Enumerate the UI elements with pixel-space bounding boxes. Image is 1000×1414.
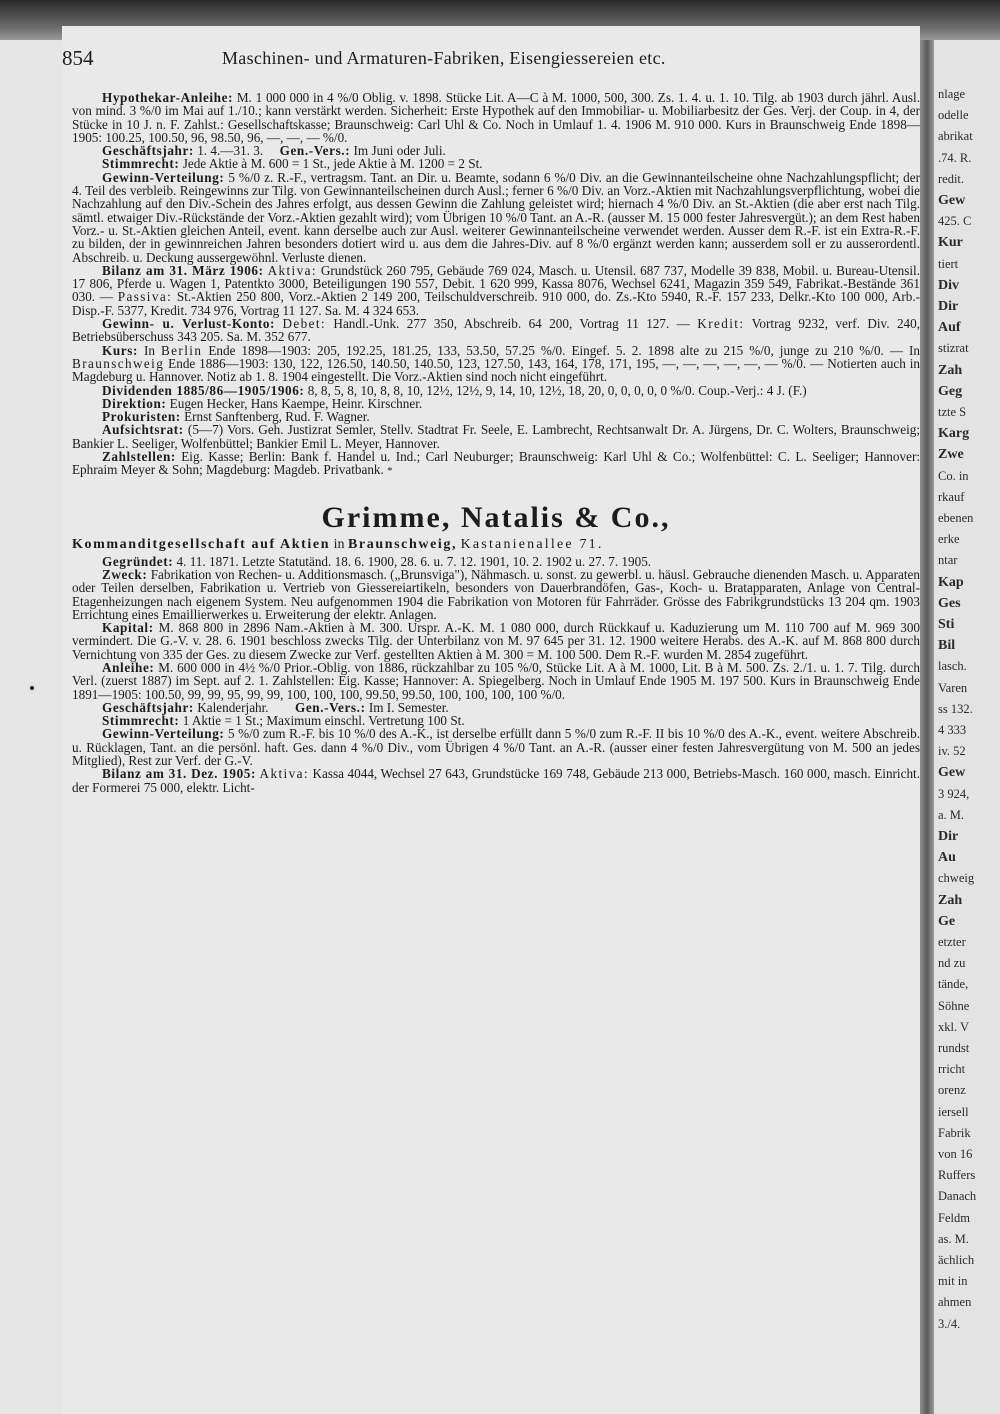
stimmrecht2-paragraph [72, 714, 920, 727]
guv-debet-text: Handl.-Unk. 277 350, Abschreib. 64 200, Vortrag 11 127. — [333, 316, 690, 332]
right-page-fragment: 425. C [938, 214, 972, 229]
right-page-fragment: iersell [938, 1104, 969, 1119]
stimmrecht-label: Stimmrecht: [102, 156, 180, 172]
right-page-fragment: Kap [938, 574, 964, 590]
right-page-fragment: ss 132. [938, 701, 973, 716]
right-page-fragment: chweig [938, 871, 975, 886]
right-page-fragment: .74. R. [938, 150, 972, 165]
right-page-fragment: Gew [938, 193, 966, 208]
aktiva2-word: Aktiva: [259, 766, 309, 782]
right-page-fragment: etzter [938, 935, 966, 949]
hypothek-label: Hypothekar-Anleihe: [102, 90, 234, 105]
kurs-text-b: Ende 1898—1903: 205, 192.25, 181.25, 133, 53.50, 57.25 %/0. Eingef. 5. 2. 1898 alte zu 215 %/0, junge zu 210 %/0. — In [208, 342, 920, 358]
company-city: Braunschweig, [347, 536, 458, 552]
bilanz-paragraph [72, 264, 920, 317]
company-subtitle [72, 537, 920, 553]
gewinn-label: Gewinn-Verteilung: [102, 169, 225, 185]
right-page-fragment: ächlich [938, 1253, 975, 1267]
page-number: 854 [62, 46, 94, 70]
right-page-fragment: odelle [938, 108, 969, 123]
direktion-text: Eugen Hecker, Hans Kaempe, Heinr. Kirschner. [169, 395, 423, 411]
right-page-fragment: Gew [938, 765, 966, 781]
dividenden-text: 8, 8, 5, 8, 10, 8, 8, 10, 12½, 12½, 9, 14, 10, 12½, 18, 20, 0, 0, 0, 0, 0 %/0. Coup.-Verj.: 4 J. (F.) [307, 382, 807, 398]
right-page-fragment: Feldm [938, 1210, 970, 1225]
anleihe-label: Anleihe: [102, 659, 155, 675]
right-page-fragment: rundst [938, 1041, 970, 1055]
debet-word: Debet: [282, 316, 327, 332]
right-page-fragment: Karg [938, 426, 970, 442]
zweck-text: Fabrikation von Rechen- u. Additionsmasch. („Brunsviga"), Nähmasch. u. sonst. zu gewerbl. u. häusl. Gebrauche dienenden Masch. u. Apparaten oder Teilen derselben, Fabrikation u. Vertrieb von Giessereiartikeln, besonders von Dauerbrandöfen, Gas-, Koch- u. Bratapparaten, Anlage von Central-Etagenheizungen nach eigenem System. Neu aufgenommen 1904 die Fabrikation von Motoren für Fahrräder. Grösse des Fabrikgrundstücks 13 204 qm. 1903 Errichtung eines Emaillierwerkes u. Erweiterung der elektr. Anlagen. [72, 566, 920, 622]
stimmrecht-text: Jede Aktie à M. 600 = 1 St., jede Aktie à M. 1200 = 2 St. [182, 156, 483, 172]
geschaeftsjahr-label: Geschäftsjahr: [102, 143, 194, 159]
bilanz-aktiva-text: Grundstück 260 795, Gebäude 769 024, Masch. u. Utensil. 687 737, Modelle 39 838, Mobil. u. Bureau-Utensil. 17 806, Pferde u. Wagen 1, Patentkto 3000, Beteiligungen 190 557, Debit. 1 620 999, Kassa 8076, Wechsel 6241, Magazin 359 549, Fabrikat.-Bestände 361 030. — [72, 262, 920, 305]
right-page-fragment: Ges [938, 595, 961, 611]
right-page-fragment: Dir [938, 829, 959, 844]
gewinn2-label: Gewinn-Verteilung: [102, 726, 225, 742]
bilanz-passiva-text: St.-Aktien 250 800, Vorz.-Aktien 2 149 200, Teilschuldverschreib. 910 000, do. Zs.-Kto 5940, R.-F. 157 233, Delkr.-Kto 100 000, Arb.-Disp.-F. 5377, Kredit. 734 976, Vortrag 11 127. Sa. M. 4 324 653. [72, 289, 920, 318]
aktiva-word: Aktiva: [267, 262, 317, 278]
right-page-fragment: Ruffers [938, 1168, 976, 1183]
kapital-paragraph [72, 621, 920, 661]
asterisk-mark: * [387, 465, 393, 478]
right-page-fragment: Söhne [938, 998, 970, 1013]
gewinn2-paragraph [72, 727, 920, 767]
scan-left-margin [0, 40, 62, 1414]
right-page-fragment: redit. [938, 171, 965, 186]
right-page-fragment: Zah [938, 362, 963, 378]
aufsichtsrat-label: Aufsichtsrat: [102, 422, 184, 438]
running-title: Maschinen- und Armaturen-Fabriken, Eisengiessereien etc. [222, 48, 666, 68]
right-page-fragment: lasch. [938, 659, 967, 674]
right-page-fragment: Zah [938, 892, 963, 908]
aufsichtsrat-paragraph [72, 423, 920, 450]
braunschweig-word: Braunschweig [72, 355, 165, 371]
right-page-fragment: 4 333 [938, 723, 967, 737]
geschaeftsjahr2-paragraph [72, 701, 920, 714]
book-gutter [920, 40, 934, 1414]
gewinn-paragraph [72, 171, 920, 264]
geschaeftsjahr-text: 1. 4.—31. 3. [197, 143, 264, 159]
gegruendet-text: 4. 11. 1871. Letzte Statutänd. 18. 6. 1900, 28. 6. u. 7. 12. 1901, 10. 2. 1902 u. 27. 7. 1905. [176, 553, 652, 569]
right-page-fragment: von 16 [938, 1147, 973, 1161]
guv-kredit-text: Vortrag 9232, verf. Div. 240, Betriebsüberschuss 343 205. Sa. M. 352 677. [72, 316, 920, 345]
right-page-fragment: Varen [938, 680, 968, 695]
right-page-fragment: Kur [938, 235, 963, 251]
right-page-fragment: a. M. [938, 807, 965, 822]
right-page-fragment: ntar [938, 553, 958, 568]
stimmrecht2-text: 1 Aktie = 1 St.; Maximum einschl. Vertretung 100 St. [182, 713, 465, 729]
kurs-paragraph [72, 344, 920, 384]
right-page-fragment: 3 924, [938, 786, 970, 801]
bilanz-label: Bilanz am 31. März 1906: [102, 262, 264, 278]
direktion-label: Direktion: [102, 395, 167, 411]
dividenden-paragraph [72, 384, 920, 397]
zweck-label: Zweck: [102, 566, 148, 582]
scan-speck [30, 686, 34, 690]
stimmrecht2-label: Stimmrecht: [102, 713, 180, 729]
genvers2-label: Gen.-Vers.: [294, 699, 366, 715]
bilanz2-label: Bilanz am 31. Dez. 1905: [102, 766, 256, 782]
bilanz2-text: Kassa 4044, Wechsel 27 643, Grundstücke 169 748, Gebäude 213 000, Betriebs-Masch. 160 000, masch. Einricht. der Formerei 75 000, elektr. Licht- [72, 766, 920, 795]
kredit-word: Kredit: [697, 316, 745, 332]
prokuristen-text: Ernst Sanftenberg, Rud. F. Wagner. [184, 409, 370, 425]
right-page-fragment: iv. 52 [938, 744, 966, 759]
zahlstellen-paragraph [72, 450, 920, 479]
right-page-fragment: Fabrik [938, 1125, 971, 1140]
company-heading: Grimme, Natalis & Co., [321, 500, 671, 534]
zahlstellen-text: Eig. Kasse; Berlin: Bank f. Handel u. Ind.; Carl Neuburger; Braunschweig: Karl Uhl & Co.; Wolfenbüttel: C. L. Seeliger; Hannover: Ephraim Meyer & Sohn; Magdeburg: Magdeb. Privatbank. [72, 449, 920, 478]
right-page-fragment: orenz [938, 1083, 966, 1098]
right-page-fragment: Auf [938, 320, 961, 336]
right-page-fragment: Dir [938, 299, 959, 314]
hypothek-text: M. 1 000 000 in 4 %/0 Oblig. v. 1898. Stücke Lit. A—C à M. 1000, 500, 300. Zs. 1. 4. u. 1. 10. Tilg. ab 1903 durch jährl. Ausl. von mind. 3 %/0 im Mai auf 1./10.; kann verstärkt werden. Sicherheit: Erste Hypothek auf den Immobiliar- u. Mobiliarbesitz der Ges. Verj. der Coup. in 4, der Stücke in 10 J. n. F. Zahlst.: Gesellschaftskasse; Braunschweig: Carl Uhl & Co. Noch in Umlauf 1. 4. 1906 M. 910 000. Kurs in Braunschweig Ende 1898—1905: 100.25, 100.50, 96, 98.50, 96, —, —, — %/0. [72, 90, 920, 145]
right-page-fragment: tiert [938, 256, 959, 271]
gegruendet-label: Gegründet: [102, 553, 174, 569]
in-word: in [333, 536, 345, 552]
company-street: Kastanienallee 71. [460, 536, 604, 552]
berlin-word: Berlin [160, 342, 203, 358]
right-page-fragment: tände, [938, 977, 969, 992]
right-page-fragment: mit in [938, 1274, 968, 1289]
genvers-text: Im Juni oder Juli. [353, 143, 446, 159]
right-page-fragment: Div [938, 277, 959, 293]
kapital-label: Kapital: [102, 620, 154, 636]
geschaeftsjahr2-text: Kalenderjahr. [197, 699, 269, 715]
genvers-label: Gen.-Vers.: [279, 143, 351, 159]
right-page-fragment: tzte S [938, 405, 967, 419]
gewinn2-text: 5 %/0 zum R.-F. bis 10 %/0 des A.-K., ist derselbe erfüllt dann 5 %/0 zum R.-F. II bis 10 %/0 des A.-K., event. weitere Abschreib. u. Rücklagen, Tant. an die persönl. haft. Ges. dann 4 %/0 Div., vom Übrigen 4 %/0 Tant. an A.-R. (ausser einer festen Jahresvergütung von M. 500 an jedes Mitglied), Rest zur Verf. der G.-V. [72, 726, 920, 769]
right-page-fragment: ahmen [938, 1295, 972, 1310]
right-page-fragment: 3./4. [938, 1316, 961, 1331]
direktion-paragraph [72, 397, 920, 410]
right-page-fragment: rkauf [938, 489, 965, 504]
prokuristen-label: Prokuristen: [102, 409, 181, 425]
prokuristen-paragraph [72, 410, 920, 423]
dividenden-label: Dividenden 1885/86—1905/1906: [102, 382, 305, 398]
geschaeftsjahr-paragraph [72, 144, 920, 157]
right-page-fragment: Danach [938, 1189, 977, 1204]
right-page-fragment: as. M. [938, 1231, 969, 1246]
gewinn-text: 5 %/0 z. R.-F., vertragsm. Tant. an Dir. u. Beamte, sodann 6 %/0 Div. an die Gewinnanteilscheine ohne Nachzahlungspflicht; der 4. Teil des verbleib. Reingewinns zur Tilg. von Gewinnanteilscheinen durch Ausl.; ferner 6 %/0 Div. an Vorz.-Aktien mit Nachzahlungsverpflichtung, wobei die Nachzahlung auf den Div.-Schein des Jahres erfolgt, aus dessen Gewinn die Zahlung geleistet wird; hiernach 4 %/0 Div. an St.-Aktien (die aber erst nach Tilg. sämtl. etwaiger Div.-Rückstände der Vorz.-Aktien gezahlt wird); vom Übrigen 10 %/0 Tant. an A.-R. (ausser M. 15 000 fester Jahresvergüt.); an dem Rest haben Vorz.- u. St.-Aktien gleichen Anteil, event. kann derselbe auch zur Ausl. weiterer Gewinnanteilscheine verwendet werden. Ausser dem R.-F. ist ein Extra-R.-F. zu bilden, der in gewinnreichen Jahren besonders dotiert wird u. aus dem die Jahres-Div. auf 8 %/0 ergänzt werden kann; ausserdem soll er zu ausserordentl. Abschreib. u. Deckung aussergewöhnl. Verluste dienen. [72, 169, 920, 265]
right-page-fragment: stizrat [938, 341, 969, 356]
right-page-fragment: Au [938, 850, 956, 866]
right-page-fragment: erke [938, 532, 960, 547]
gegruendet-paragraph [72, 555, 920, 568]
guv-label: Gewinn- u. Verlust-Konto: [102, 316, 276, 332]
company-form: Kommanditgesellschaft auf Aktien [72, 536, 331, 552]
genvers2-text: Im I. Semester. [368, 699, 449, 715]
anleihe-paragraph [72, 661, 920, 701]
left-page [62, 26, 920, 1414]
kurs-text-a: In [143, 342, 155, 358]
bilanz2-paragraph [72, 767, 920, 794]
kurs-label: Kurs: [102, 342, 138, 358]
right-page-fragment: Zwe [938, 447, 964, 463]
zahlstellen-label: Zahlstellen: [102, 449, 176, 465]
kurs-text-c: Ende 1886—1903: 130, 122, 126.50, 140.50, 140.50, 123, 127.50, 143, 164, 178, 171, 195, —, —, —, —, —, — %/0. — Notierten auch in Magdeburg u. Hannover. Notiz ab 1. 8. 1904 eingestellt. Die Vorz.-Aktien sind noch nicht eingeführt. [72, 355, 920, 385]
right-page-fragment: Sti [938, 617, 955, 632]
stimmrecht-paragraph [72, 157, 920, 170]
right-page-fragment: ebenen [938, 511, 974, 525]
zweck-paragraph [72, 568, 920, 621]
right-page-fragment: Ge [938, 913, 956, 929]
aufsichtsrat-text: (5—7) Vors. Geh. Justizrat Semler, Stellv. Stadtrat Fr. Seele, E. Lambrecht, Rechtsanwalt Dr. A. Jürgens, Dr. C. Wolters, Braunschweig; Bankier L. Seeliger, Wolfenbüttel; Bankier Emil L. Meyer, Hannover. [72, 422, 920, 451]
right-page-fragment: xkl. V [938, 1019, 970, 1034]
right-page-edge [934, 40, 1000, 1414]
right-page-fragment: nd zu [938, 956, 966, 971]
running-head [62, 46, 920, 76]
passiva-word: Passiva: [117, 289, 173, 305]
right-page-fragment: Bil [938, 638, 956, 654]
hypothek-paragraph [72, 91, 920, 144]
right-page-fragment: abrikat [938, 129, 973, 144]
right-page-fragment: nlage [938, 87, 966, 101]
kapital-text: M. 868 800 in 2896 Nam.-Aktien à M. 300. Urspr. A.-K. M. 1 080 000, durch Rückkauf u. Kaduzierung um M. 110 700 auf M. 969 300 vermindert. Die G.-V. v. 28. 6. 1901 beschloss zwecks Tilg. der Unterbilanz von M. 97 645 per 31. 12. 1900 weitere Herabs. des A.-K. auf M. 868 800 durch Vernichtung von 335 der Ges. zu diesem Zwecke zur Verf. gestellten Aktien à M. 300 = M. 100 500. Dem R.-F. wurden M. 2854 zugeführt. [72, 620, 920, 662]
right-page-fragment: Geg [938, 383, 963, 399]
right-page-fragment: Co. in [938, 468, 969, 483]
geschaeftsjahr2-label: Geschäftsjahr: [102, 699, 194, 715]
right-page-fragment: rricht [938, 1062, 966, 1077]
page-content [72, 91, 920, 794]
anleihe-text: M. 600 000 in 4½ %/0 Prior.-Oblig. von 1886, rückzahlbar zu 105 %/0, Stücke Lit. A à M. 1000, Lit. B à M. 500. Zs. 2./1. u. 1. 7. Tilg. durch Verl. (zuerst 1887) im Sept. auf 2. 1. Zahlstellen: Eig. Kasse; Hannover: A. Spiegelberg. Noch in Umlauf Ende 1905 M. 197 500. Kurs in Braunschweig Ende 1891—1905: 100.50, 99, 99, 95, 99, 99, 100, 100, 100, 99.50, 99.50, 100, 100, 100, 100 %/0. [72, 659, 920, 702]
guv-paragraph [72, 317, 920, 344]
